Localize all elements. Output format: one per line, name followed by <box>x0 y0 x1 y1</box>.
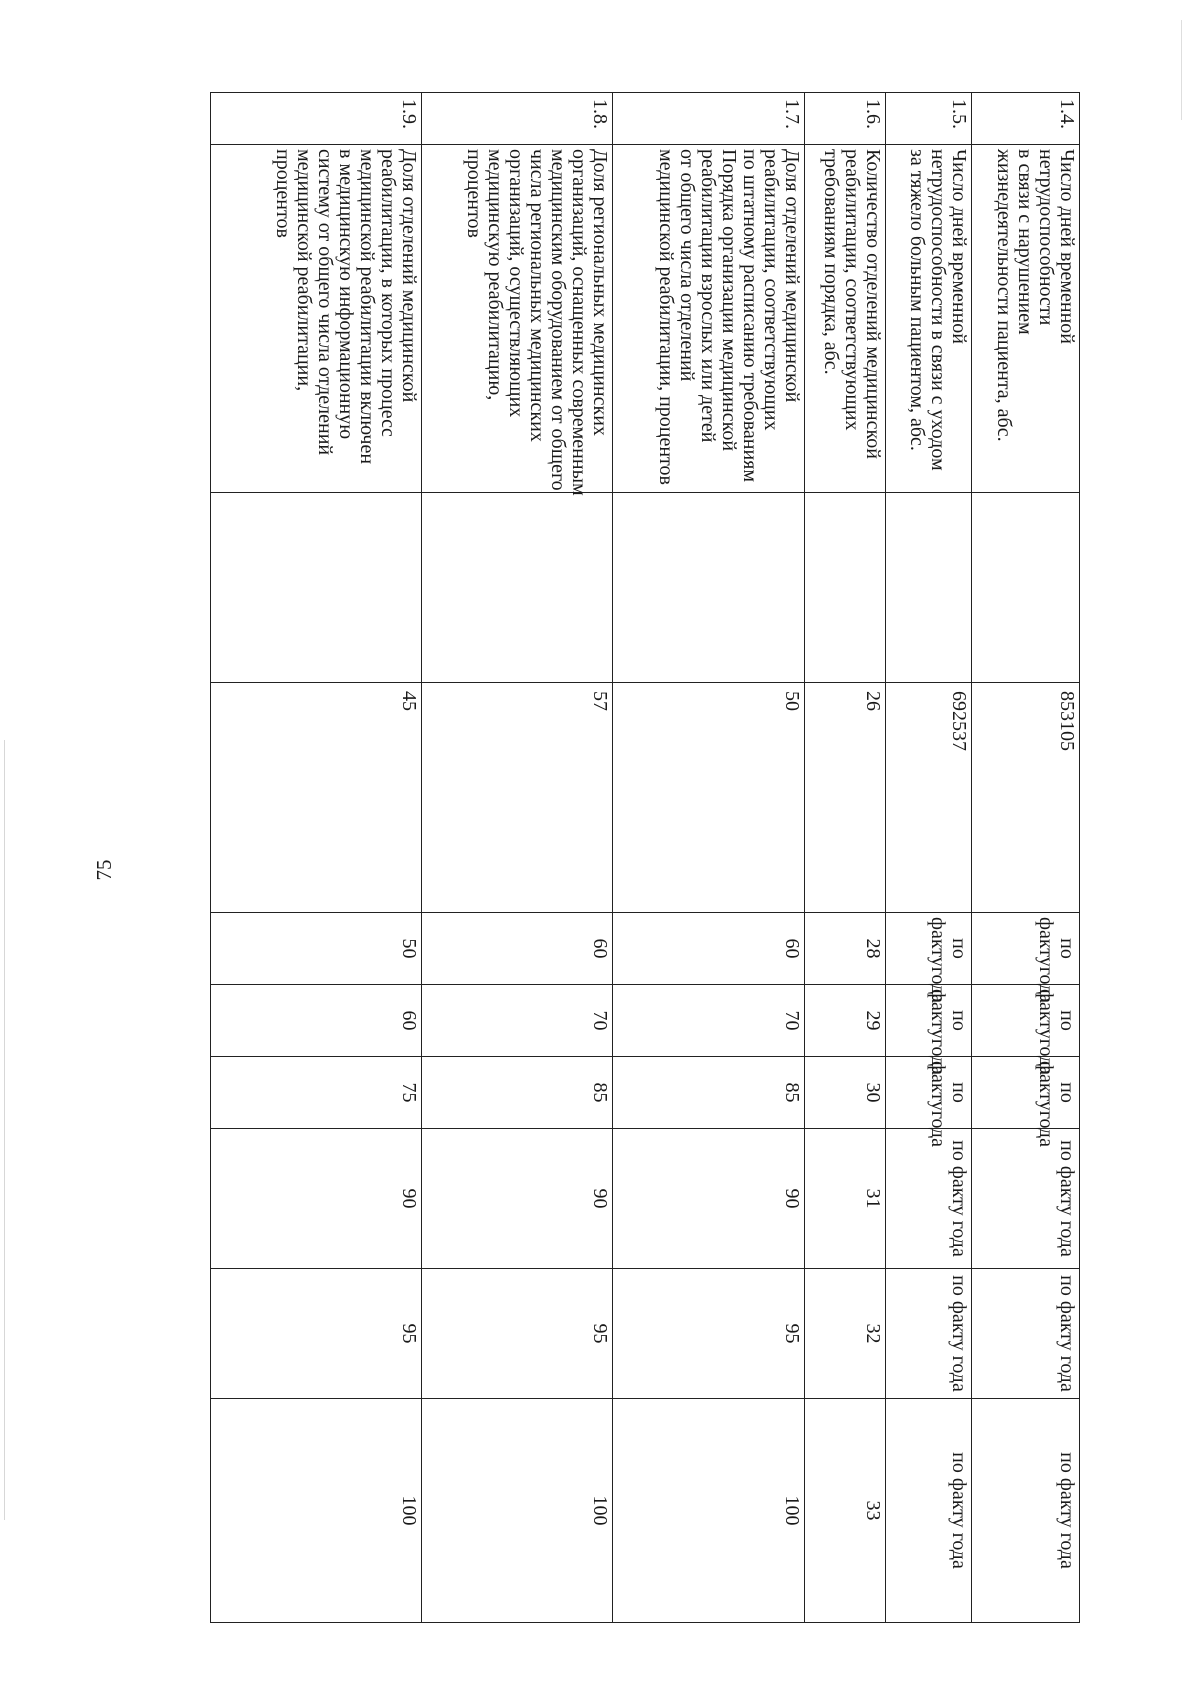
indicator-name-line: реабилитации, в которых процесс <box>376 149 399 437</box>
year-4-value: 90 <box>421 1129 612 1269</box>
indicator-name-line: медицинской реабилитации, процентов <box>654 149 677 485</box>
base-value: 692537 <box>886 683 972 913</box>
indicator-name-line: организаций, осуществляющих <box>505 149 528 418</box>
indicator-name-line: медицинской реабилитации, <box>292 149 315 392</box>
table-row <box>211 93 422 1623</box>
empty-cell <box>886 493 972 683</box>
scan-edge-right <box>1181 20 1182 120</box>
year-6-value: 33 <box>804 1399 886 1623</box>
indicator-name <box>613 145 804 493</box>
year-6-value: 100 <box>211 1399 422 1623</box>
table-row <box>886 93 972 1623</box>
year-6-value: по факту года <box>972 1399 1080 1623</box>
year-4-value: 31 <box>804 1129 886 1269</box>
year-4-value: по факту года <box>886 1129 972 1269</box>
indicator-name-line: в медицинскую информационную <box>334 149 357 440</box>
indicator-name <box>421 145 612 496</box>
indicator-name-line: реабилитации взрослых или детей <box>696 149 719 443</box>
indicator-name-line: нетрудоспособности в связи с уходом <box>927 149 950 471</box>
indicator-name-line: числа региональных медицинских <box>526 149 549 442</box>
year-5-value: по факту года <box>972 1269 1080 1399</box>
year-2-value: 70 <box>421 985 612 1057</box>
table-row <box>804 93 886 1623</box>
year-6-value: по факту года <box>886 1399 972 1623</box>
year-3-value: 85 <box>421 1057 612 1129</box>
indicator-name-line: процентов <box>463 149 486 238</box>
indicator-name-line: медицинской реабилитации включен <box>355 149 378 465</box>
year-5-value: 95 <box>613 1269 804 1399</box>
row-number: 1.6. <box>804 93 886 145</box>
year-2-value: 29 <box>804 985 886 1057</box>
year-3-value: 30 <box>804 1057 886 1129</box>
indicator-name-line: реабилитации, соответствующих <box>759 149 782 431</box>
indicator-name-line: по штатному расписанию требованиям <box>738 149 761 483</box>
indicator-name-line: Число дней временной <box>1056 149 1078 344</box>
base-value: 45 <box>211 683 422 913</box>
indicator-name-line: требованиям порядка, абс. <box>820 149 843 375</box>
indicator-table <box>210 92 1080 1623</box>
table-holder <box>210 92 1080 1622</box>
indicator-name-line: Количество отделений медицинской <box>862 149 885 459</box>
indicator-name-line: в связи с нарушением <box>1014 149 1036 335</box>
table-row <box>613 93 804 1623</box>
indicator-name-line: жизнедеятельности пациента, абс. <box>993 149 1015 442</box>
year-1-value: 28 <box>804 913 886 985</box>
year-5-value: по факту года <box>886 1269 972 1399</box>
year-4-value: 90 <box>613 1129 804 1269</box>
table-row <box>972 93 1080 1623</box>
table-row <box>421 93 612 1623</box>
year-5-value: 32 <box>804 1269 886 1399</box>
year-1-value: по фактугода <box>972 913 1080 985</box>
empty-cell <box>804 493 886 683</box>
page-number: 75 <box>92 859 116 881</box>
indicator-name-line: медицинскую реабилитацию, <box>484 149 507 401</box>
year-4-value: 90 <box>211 1129 422 1269</box>
scan-edge-left <box>4 740 5 1520</box>
indicator-name-line: за тяжело больным пациентом, абс. <box>906 149 929 451</box>
year-2-value: 60 <box>211 985 422 1057</box>
indicator-name-line: систему от общего числа отделений <box>313 149 336 456</box>
year-1-value: по фактугода <box>886 913 972 985</box>
indicator-name-line: реабилитации, соответствующих <box>841 149 864 431</box>
year-5-value: 95 <box>421 1269 612 1399</box>
base-value: 50 <box>613 683 804 913</box>
base-value: 57 <box>421 683 612 913</box>
empty-cell <box>613 493 804 683</box>
indicator-name-line: Доля отделений медицинской <box>780 149 803 403</box>
row-number: 1.9. <box>211 93 422 145</box>
indicator-name-line: организаций, оснащенных современным <box>568 149 591 496</box>
year-3-value: по фактугода <box>886 1057 972 1129</box>
empty-cell <box>972 493 1080 683</box>
row-number: 1.7. <box>613 93 804 145</box>
indicator-name-line: Порядка организации медицинской <box>717 149 740 452</box>
year-2-value: по фактугода <box>972 985 1080 1057</box>
year-3-value: 85 <box>613 1057 804 1129</box>
indicator-name-line: медицинским оборудованием от общего <box>547 149 570 491</box>
year-3-value: 75 <box>211 1057 422 1129</box>
indicator-name <box>886 145 972 493</box>
indicator-name-line: Доля отделений медицинской <box>397 149 420 403</box>
base-value: 853105 <box>972 683 1080 913</box>
indicator-name <box>211 145 422 493</box>
indicator-name-line: от общего числа отделений <box>675 149 698 382</box>
year-6-value: 100 <box>421 1399 612 1623</box>
row-number: 1.5. <box>886 93 972 145</box>
empty-cell <box>211 493 422 683</box>
indicator-name <box>972 145 1080 493</box>
year-1-value: 60 <box>421 913 612 985</box>
indicator-name <box>804 145 886 493</box>
year-6-value: 100 <box>613 1399 804 1623</box>
year-5-value: 95 <box>211 1269 422 1399</box>
year-1-value: 50 <box>211 913 422 985</box>
year-3-value: по фактугода <box>972 1057 1080 1129</box>
row-number: 1.8. <box>421 93 612 145</box>
indicator-name-line: Доля региональных медицинских <box>589 149 612 436</box>
indicator-name-line: процентов <box>271 149 294 238</box>
indicator-name-line: нетрудоспособности <box>1035 149 1057 326</box>
year-2-value: 70 <box>613 985 804 1057</box>
year-2-value: по фактугода <box>886 985 972 1057</box>
indicator-name-line: Число дней временной <box>948 149 971 344</box>
row-number: 1.4. <box>972 93 1080 145</box>
year-1-value: 60 <box>613 913 804 985</box>
empty-cell <box>421 493 612 683</box>
year-4-value: по факту года <box>972 1129 1080 1269</box>
base-value: 26 <box>804 683 886 913</box>
